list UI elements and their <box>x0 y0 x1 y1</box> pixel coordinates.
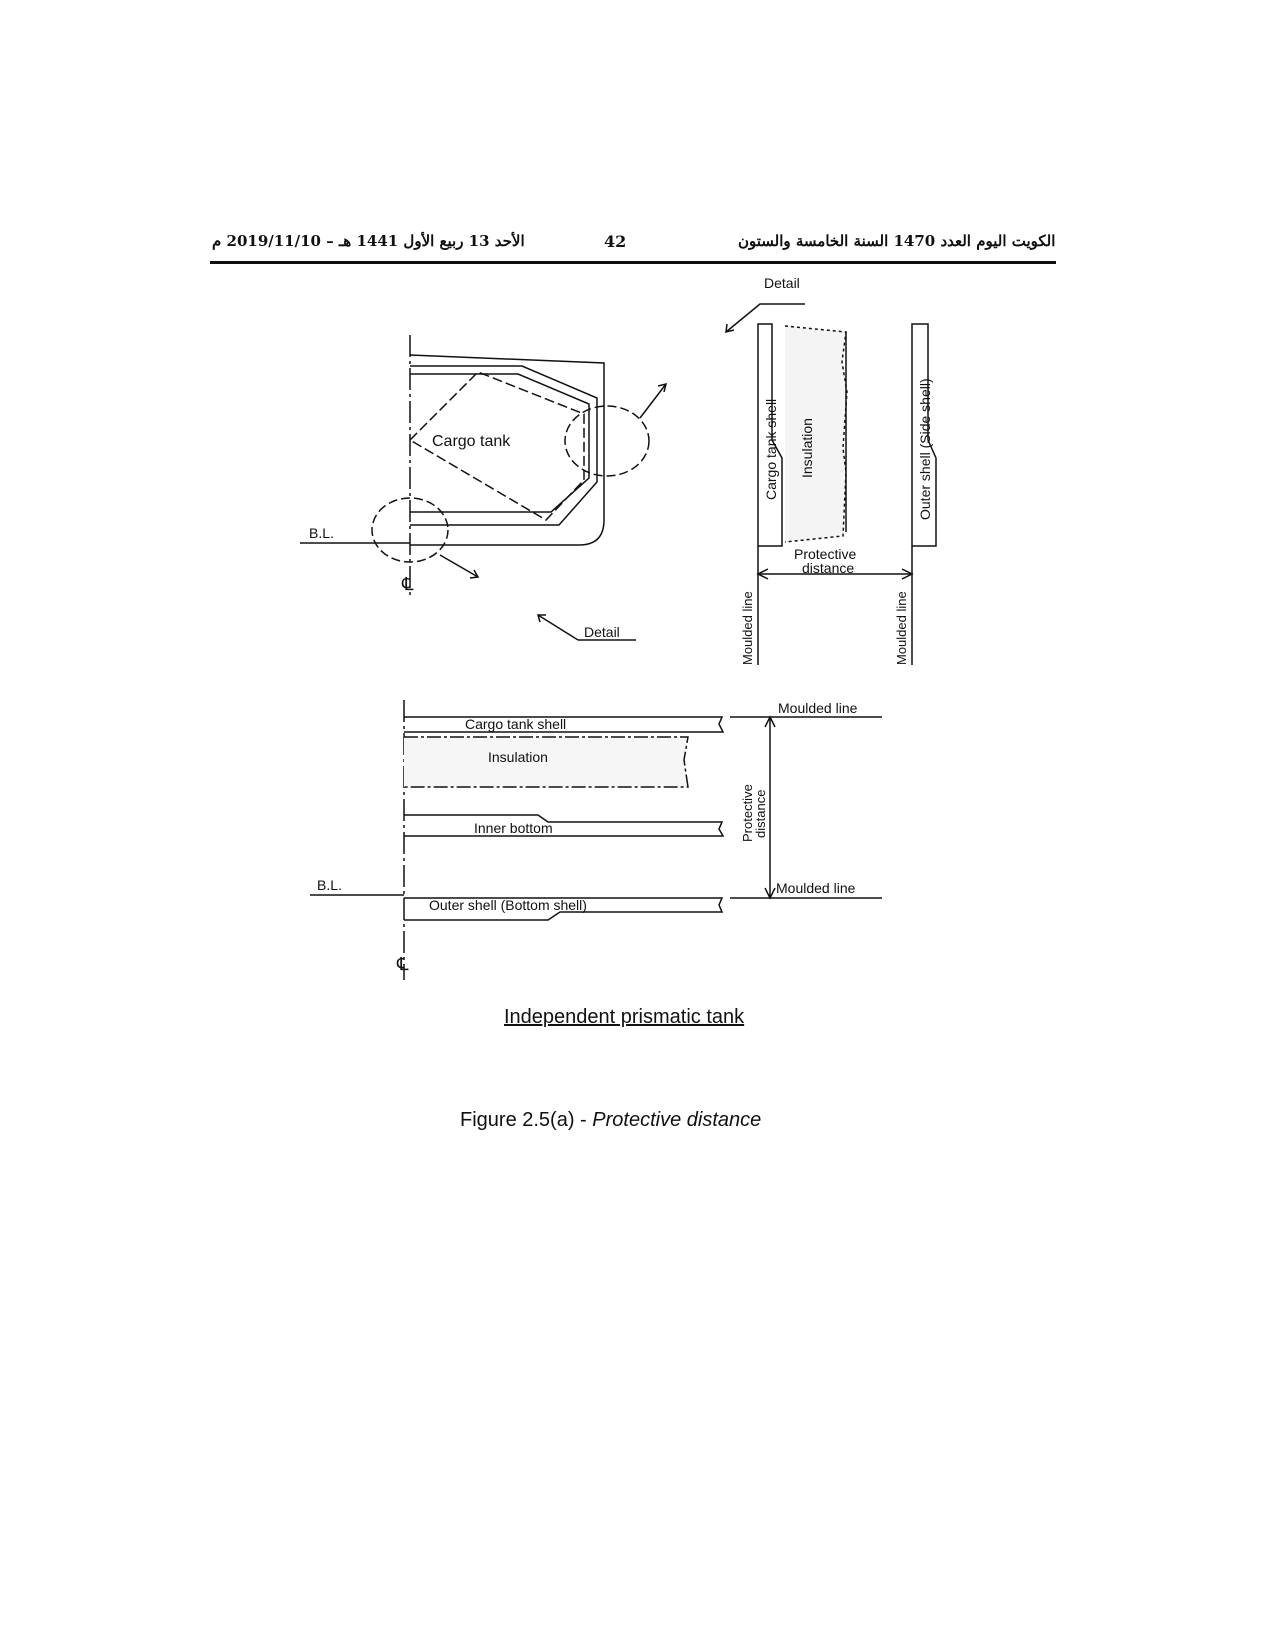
moulded-line-label-bottom: Moulded line <box>776 880 856 896</box>
page-number: 42 <box>604 232 627 251</box>
detail-circle-side <box>565 406 649 476</box>
bl-label-lower: B.L. <box>317 877 342 893</box>
header-journal-issue: الكويت اليوم العدد 1470 السنة الخامسة والستون <box>738 232 1056 250</box>
figure-caption <box>460 1109 761 1132</box>
distance-label-vertical: distance <box>753 789 768 838</box>
outer-shell-side-label-vertical: Outer shell (Side shell) <box>917 378 933 520</box>
insulation-label: Insulation <box>488 749 548 765</box>
detail-arrow-bottom <box>440 555 478 577</box>
inner-bottom-label: Inner bottom <box>474 820 553 836</box>
cargo-tank-shell-label-vertical: Cargo tank shell <box>763 398 779 500</box>
insulation-layer <box>785 326 847 542</box>
moulded-line-label-left: Moulded line <box>740 591 755 665</box>
centerline-symbol-upper: ℄ <box>402 574 414 594</box>
detail-label-upper: Detail <box>764 275 800 291</box>
protective-label-vertical: Protective <box>740 784 755 842</box>
bl-label-upper: B.L. <box>309 525 334 541</box>
protective-label-upper: Protective <box>794 546 857 562</box>
detail-arrow-side <box>640 384 666 418</box>
insulation-label-vertical: Insulation <box>799 418 815 478</box>
caption-prefix: Figure 2.5(a) - <box>460 1109 593 1131</box>
outer-shell-bottom-label: Outer shell (Bottom shell) <box>429 897 587 913</box>
figure-subtitle: Independent prismatic tank <box>504 1006 745 1028</box>
header-date: الأحد 13 ربيع الأول 1441 هـ – 2019/11/10 م <box>212 232 525 250</box>
distance-label-upper: distance <box>802 560 855 576</box>
inner-bottom-plate <box>404 815 723 836</box>
moulded-line-label-top: Moulded line <box>778 700 858 716</box>
centerline-symbol-lower: ℄ <box>397 954 409 974</box>
caption-emphasis: Protective distance <box>592 1109 762 1131</box>
moulded-line-label-right: Moulded line <box>894 591 909 665</box>
cargo-tank-label: Cargo tank <box>432 433 511 450</box>
cargo-tank-shell-label: Cargo tank shell <box>465 716 567 732</box>
detail-label-lower: Detail <box>584 624 620 640</box>
detail-pointer-lower <box>538 615 578 640</box>
